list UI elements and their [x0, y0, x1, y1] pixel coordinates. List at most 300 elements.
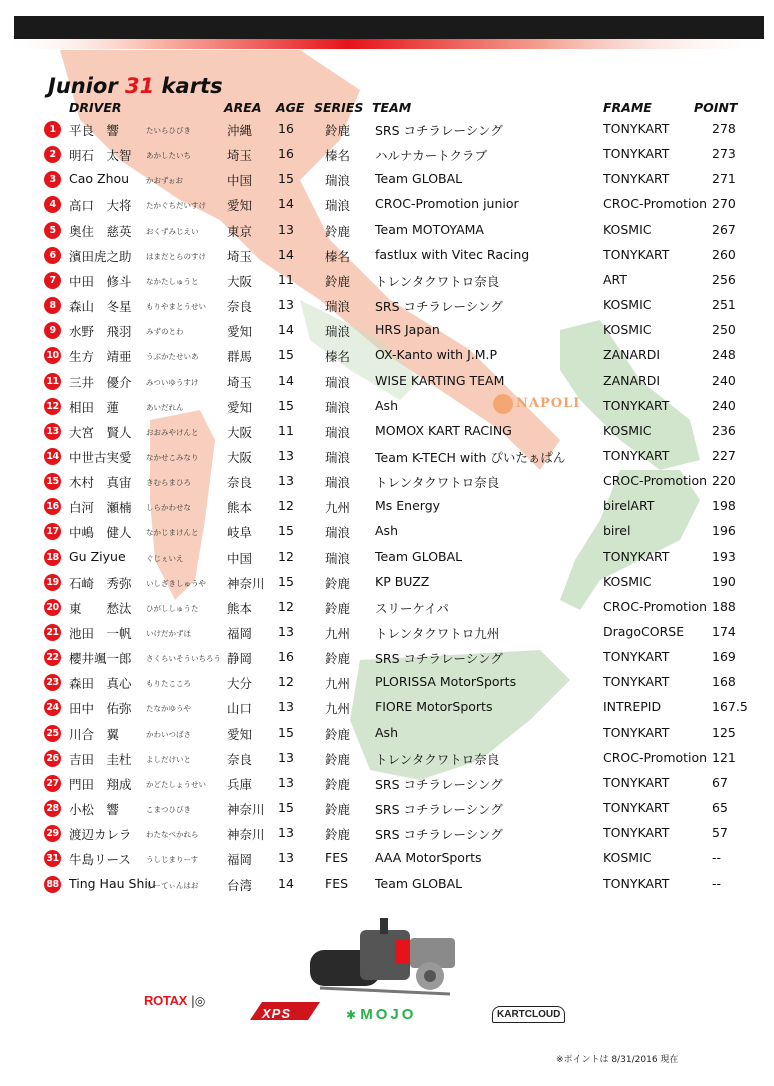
- driver-series: 瑞浪: [325, 449, 351, 465]
- driver-name: 森山 冬星: [69, 299, 132, 315]
- driver-kana: なかたしゅうと: [146, 276, 199, 286]
- driver-age: 16: [278, 121, 294, 136]
- driver-area: 愛知: [227, 726, 253, 742]
- rank-badge: 23: [44, 674, 61, 691]
- driver-series: 瑞浪: [325, 399, 351, 415]
- driver-point: 273: [712, 146, 736, 162]
- driver-age: 11: [278, 422, 294, 438]
- driver-age: 15: [278, 397, 294, 413]
- driver-name: 水野 飛羽: [69, 324, 132, 340]
- driver-team: トレンタクワトロ奈良: [375, 751, 500, 767]
- driver-point: 248: [712, 347, 736, 363]
- driver-area: 中国: [227, 550, 253, 566]
- driver-age: 13: [278, 774, 294, 790]
- driver-point: 260: [712, 246, 736, 262]
- driver-age: 14: [278, 196, 294, 212]
- driver-kana: かおずぉお: [146, 176, 184, 186]
- driver-frame: TONYKART: [603, 121, 670, 136]
- driver-team: fastlux with Vitec Racing: [375, 246, 530, 262]
- driver-point: 121: [712, 749, 736, 765]
- driver-age: 12: [278, 498, 294, 514]
- driver-frame: CROC-Promotion: [603, 749, 708, 765]
- driver-name: 中嶋 健人: [69, 525, 132, 541]
- driver-area: 岐阜: [227, 525, 253, 541]
- driver-name: 渡辺カレラ: [69, 827, 132, 843]
- driver-area: 熊本: [227, 600, 253, 616]
- table-row: [0, 821, 774, 846]
- rank-badge: 4: [44, 196, 61, 213]
- driver-kana: さくらいそういちろう: [146, 654, 221, 664]
- driver-area: 奈良: [227, 475, 253, 491]
- table-row: [0, 268, 774, 293]
- rank-badge: 7: [44, 272, 61, 289]
- driver-series: 鈴鹿: [325, 273, 351, 289]
- driver-frame: TONYKART: [603, 674, 670, 690]
- driver-name: 東 愁汰: [69, 600, 132, 616]
- driver-area: 大阪: [227, 273, 253, 289]
- driver-area: 大分: [227, 676, 253, 692]
- rank-badge: 16: [44, 498, 61, 515]
- driver-series: 九州: [325, 676, 351, 692]
- driver-kana: かわいつばさ: [146, 729, 191, 739]
- driver-point: --: [712, 850, 722, 866]
- driver-series: 瑞浪: [325, 424, 351, 440]
- rank-badge: 25: [44, 725, 61, 742]
- page-title: [48, 74, 223, 98]
- rank-badge: 18: [44, 549, 61, 566]
- driver-series: 九州: [325, 500, 351, 516]
- driver-name: 門田 翔成: [69, 776, 132, 792]
- driver-area: 神奈川: [227, 827, 265, 843]
- driver-area: 愛知: [227, 324, 253, 340]
- rank-badge: 26: [44, 750, 61, 767]
- driver-team: FIORE MotorSports: [375, 699, 493, 715]
- driver-point: 271: [712, 171, 736, 187]
- driver-frame: TONYKART: [603, 875, 670, 891]
- driver-kana: もりたこころ: [146, 679, 191, 689]
- driver-point: 174: [712, 624, 736, 639]
- driver-team: SRS コチラレーシング: [375, 299, 503, 315]
- driver-series: 鈴鹿: [325, 802, 351, 818]
- driver-name: 中田 修斗: [69, 273, 132, 289]
- driver-age: 12: [278, 548, 294, 564]
- xps-logo: XPS: [248, 1000, 277, 1019]
- driver-name: 濱田虎之助: [69, 248, 132, 264]
- driver-area: 群馬: [227, 349, 253, 365]
- driver-frame: CROC-Promotion: [603, 196, 708, 212]
- driver-area: 熊本: [227, 500, 253, 516]
- driver-name: 池田 一帆: [69, 626, 132, 641]
- table-row: [0, 243, 774, 268]
- driver-name: 石崎 秀弥: [69, 575, 132, 591]
- driver-frame: DragoCORSE: [603, 624, 685, 639]
- driver-point: 251: [712, 297, 736, 313]
- driver-frame: INTREPID: [603, 699, 662, 715]
- driver-kana: あいだれん: [146, 402, 184, 412]
- rank-badge: 22: [44, 649, 61, 666]
- driver-team: Team GLOBAL: [375, 875, 463, 891]
- driver-series: 瑞浪: [325, 198, 351, 214]
- rank-badge: 31: [44, 850, 61, 867]
- driver-kana: きむらまひろ: [146, 478, 191, 488]
- rank-badge: 19: [44, 574, 61, 591]
- driver-name: 高口 大将: [69, 198, 132, 214]
- driver-series: 瑞浪: [325, 324, 351, 340]
- driver-age: 13: [278, 699, 294, 715]
- driver-frame: TONYKART: [603, 447, 670, 463]
- table-row: [0, 343, 774, 368]
- table-row: [0, 218, 774, 243]
- driver-point: 270: [712, 196, 736, 212]
- table-row: [0, 846, 774, 871]
- table-row: [0, 670, 774, 695]
- driver-name: 櫻井颯一郎: [69, 651, 132, 667]
- driver-kana: いけだかずほ: [146, 629, 191, 638]
- driver-area: 大阪: [227, 449, 253, 465]
- driver-name: 大宮 賢人: [69, 424, 132, 440]
- driver-age: 12: [278, 674, 294, 690]
- driver-name: 吉田 圭杜: [69, 751, 132, 767]
- driver-name: 川合 翼: [69, 726, 120, 742]
- header-series: SERIES: [314, 100, 364, 115]
- driver-team: Ms Energy: [375, 498, 441, 514]
- driver-area: 愛知: [227, 198, 253, 214]
- rank-badge: 6: [44, 247, 61, 264]
- driver-team: KP BUZZ: [375, 573, 430, 589]
- table-row: [0, 494, 774, 519]
- driver-kana: みずのとわ: [146, 327, 184, 337]
- driver-point: 67: [712, 774, 728, 790]
- driver-team: Team MOTOYAMA: [375, 221, 484, 237]
- driver-kana: うぶかたせいあ: [146, 352, 199, 362]
- driver-age: 13: [278, 825, 294, 841]
- rank-badge: 2: [44, 146, 61, 163]
- rank-badge: 15: [44, 473, 61, 490]
- driver-team: ハルナカートクラブ: [375, 148, 488, 164]
- driver-team: SRS コチラレーシング: [375, 776, 503, 792]
- driver-series: 鈴鹿: [325, 575, 351, 591]
- table-row: [0, 469, 774, 494]
- table-row: [0, 645, 774, 670]
- driver-team: トレンタクワトロ九州: [375, 626, 500, 641]
- table-row: [0, 872, 774, 897]
- driver-name: 生方 靖亜: [69, 349, 132, 365]
- driver-series: 榛名: [325, 349, 351, 365]
- footnote: ※ポイントは 8/31/2016 現在: [556, 1055, 679, 1065]
- driver-frame: TONYKART: [603, 774, 670, 790]
- driver-age: 13: [278, 850, 294, 866]
- rank-badge: 5: [44, 222, 61, 239]
- driver-kana: かどたしょうせい: [146, 779, 206, 789]
- driver-frame: KOSMIC: [603, 221, 652, 237]
- table-row: [0, 293, 774, 318]
- driver-point: 65: [712, 800, 728, 816]
- table-row: [0, 519, 774, 544]
- driver-frame: TONYKART: [603, 146, 670, 162]
- driver-series: 九州: [325, 626, 351, 641]
- rank-badge: 27: [44, 775, 61, 792]
- driver-team: CROC-Promotion junior: [375, 196, 519, 212]
- rank-badge: 29: [44, 825, 61, 842]
- driver-series: 瑞浪: [325, 173, 351, 189]
- driver-series: 鈴鹿: [325, 223, 351, 239]
- driver-kana: おくずみじえい: [146, 226, 199, 236]
- driver-point: 193: [712, 548, 736, 564]
- driver-point: 267: [712, 221, 736, 237]
- table-row: [0, 746, 774, 771]
- driver-name: 白河 瀬楠: [69, 500, 132, 516]
- driver-frame: ART: [603, 271, 627, 287]
- driver-area: 埼玉: [227, 374, 253, 390]
- driver-area: 東京: [227, 223, 253, 239]
- driver-frame: KOSMIC: [603, 422, 652, 438]
- rank-badge: 88: [44, 876, 61, 893]
- table-row: [0, 318, 774, 343]
- driver-series: 鈴鹿: [325, 651, 351, 667]
- driver-point: 196: [712, 523, 736, 539]
- rank-badge: 28: [44, 800, 61, 817]
- header-driver: DRIVER: [69, 100, 122, 115]
- driver-kana: よしだけいと: [146, 754, 191, 764]
- driver-team: Ash: [375, 523, 398, 539]
- driver-team: Team GLOBAL: [375, 548, 463, 564]
- driver-point: 168: [712, 674, 736, 690]
- mojo-logo: ✱ MOJO: [346, 1006, 417, 1023]
- driver-series: 瑞浪: [325, 550, 351, 566]
- driver-area: 台湾: [227, 877, 253, 893]
- driver-series: 鈴鹿: [325, 751, 351, 767]
- table-row: [0, 595, 774, 620]
- table-row: [0, 695, 774, 720]
- driver-frame: TONYKART: [603, 171, 670, 187]
- driver-age: 14: [278, 246, 294, 262]
- driver-name: 平良 響: [69, 123, 120, 138]
- rank-badge: 21: [44, 624, 61, 641]
- driver-series: 鈴鹿: [325, 600, 351, 616]
- driver-point: 256: [712, 271, 736, 287]
- driver-name: Gu Ziyue: [69, 548, 126, 564]
- driver-point: 240: [712, 397, 736, 413]
- driver-name: 牛島リース: [69, 852, 131, 868]
- driver-kana: ひがししゅうた: [146, 603, 199, 613]
- driver-point: 220: [712, 473, 736, 489]
- header-age: AGE: [276, 100, 305, 115]
- driver-area: 中国: [227, 173, 253, 189]
- driver-team: トレンタクワトロ奈良: [375, 273, 500, 289]
- driver-team: Team GLOBAL: [375, 171, 463, 187]
- driver-age: 13: [278, 624, 294, 639]
- driver-frame: CROC-Promotion: [603, 598, 708, 614]
- driver-point: 240: [712, 372, 736, 388]
- driver-kana: しーてぃんはお: [146, 880, 199, 890]
- table-row: [0, 444, 774, 469]
- driver-team: SRS コチラレーシング: [375, 802, 503, 818]
- driver-frame: TONYKART: [603, 397, 670, 413]
- table-row: [0, 192, 774, 217]
- driver-age: 13: [278, 473, 294, 489]
- driver-frame: TONYKART: [603, 649, 670, 665]
- driver-team: AAA MotorSports: [375, 850, 482, 866]
- header-area: AREA: [224, 100, 262, 115]
- driver-name: 三井 優介: [69, 374, 132, 390]
- driver-series: 瑞浪: [325, 525, 351, 541]
- driver-team: Team K-TECH with ぴいたぁぱん: [375, 449, 566, 465]
- table-row: [0, 771, 774, 796]
- rank-badge: 1: [44, 121, 61, 138]
- driver-name: 奥住 慈英: [69, 223, 132, 239]
- driver-point: 125: [712, 724, 736, 740]
- driver-series: 榛名: [325, 148, 351, 164]
- table-row: [0, 620, 774, 645]
- driver-point: 169: [712, 649, 736, 665]
- driver-kana: うしじまりーす: [146, 855, 199, 865]
- driver-point: 236: [712, 422, 736, 438]
- driver-area: 静岡: [227, 651, 253, 667]
- driver-point: 57: [712, 825, 728, 841]
- table-row: [0, 142, 774, 167]
- kart-engine-image: [300, 910, 480, 1000]
- driver-frame: ZANARDI: [603, 347, 661, 363]
- driver-frame: CROC-Promotion: [603, 473, 708, 489]
- driver-area: 奈良: [227, 751, 253, 767]
- driver-kana: なかせこみなり: [146, 452, 199, 462]
- driver-age: 13: [278, 749, 294, 765]
- driver-series: 鈴鹿: [325, 726, 351, 742]
- table-row: [0, 167, 774, 192]
- driver-kana: おおみやけんと: [146, 427, 199, 437]
- driver-frame: ZANARDI: [603, 372, 661, 388]
- rank-badge: 9: [44, 322, 61, 339]
- rank-badge: 12: [44, 398, 61, 415]
- title-number: 31: [125, 74, 155, 98]
- driver-kana: たいらひびき: [146, 126, 191, 135]
- driver-team: HRS Japan: [375, 322, 440, 338]
- driver-frame: TONYKART: [603, 724, 670, 740]
- driver-area: 福岡: [227, 852, 253, 868]
- driver-kana: いしざきしゅうや: [146, 578, 206, 588]
- driver-age: 13: [278, 221, 294, 237]
- driver-kana: はまだとらのすけ: [146, 251, 206, 261]
- rank-badge: 10: [44, 347, 61, 364]
- driver-age: 11: [278, 271, 294, 287]
- driver-kana: なかじまけんと: [146, 528, 199, 538]
- driver-point: 188: [712, 598, 736, 614]
- driver-series: 瑞浪: [325, 299, 351, 315]
- driver-series: 鈴鹿: [325, 827, 351, 843]
- driver-frame: TONYKART: [603, 800, 670, 816]
- driver-point: --: [712, 875, 722, 891]
- driver-series: 榛名: [325, 248, 351, 264]
- driver-kana: もりやまとうせい: [146, 302, 206, 312]
- driver-frame: birel: [603, 523, 631, 539]
- driver-name: Cao Zhou: [69, 171, 130, 187]
- table-row: [0, 419, 774, 444]
- driver-team: トレンタクワトロ奈良: [375, 475, 500, 491]
- rank-badge: 24: [44, 699, 61, 716]
- title-suffix: karts: [154, 74, 223, 98]
- driver-kana: みついゆうすけ: [146, 377, 199, 387]
- driver-team: Ash: [375, 724, 398, 740]
- driver-team: PLORISSA MotorSports: [375, 674, 517, 690]
- driver-area: 神奈川: [227, 802, 265, 818]
- driver-age: 15: [278, 800, 294, 816]
- rank-badge: 20: [44, 599, 61, 616]
- driver-name: Ting Hau Shiu: [69, 875, 156, 891]
- driver-team: MOMOX KART RACING: [375, 422, 512, 438]
- title-prefix: Junior: [48, 74, 126, 98]
- driver-frame: KOSMIC: [603, 573, 652, 589]
- driver-series: FES: [325, 875, 349, 891]
- driver-name: 小松 響: [69, 802, 120, 818]
- rotax-logo: ROTAX |◎: [144, 993, 206, 1008]
- driver-frame: birelART: [603, 498, 655, 514]
- driver-kana: しらかわせな: [146, 503, 191, 513]
- driver-series: 瑞浪: [325, 475, 351, 491]
- driver-kana: わたなべかれら: [146, 830, 199, 840]
- driver-kana: こまつひびき: [146, 805, 191, 815]
- rank-badge: 8: [44, 297, 61, 314]
- driver-team: SRS コチラレーシング: [375, 827, 503, 843]
- driver-point: 198: [712, 498, 736, 514]
- driver-frame: TONYKART: [603, 548, 670, 564]
- kartcloud-logo: KARTCLOUD: [492, 1002, 565, 1021]
- table-row: [0, 721, 774, 746]
- table-row: [0, 796, 774, 821]
- driver-age: 12: [278, 598, 294, 614]
- driver-age: 15: [278, 171, 294, 187]
- driver-name: 中世古実愛: [69, 449, 132, 465]
- driver-series: 鈴鹿: [325, 776, 351, 792]
- driver-age: 13: [278, 297, 294, 313]
- rank-badge: 11: [44, 373, 61, 390]
- driver-series: 鈴鹿: [325, 123, 351, 138]
- driver-frame: KOSMIC: [603, 297, 652, 313]
- driver-name: 木村 真宙: [69, 475, 132, 491]
- driver-age: 15: [278, 724, 294, 740]
- driver-series: 九州: [325, 701, 351, 717]
- driver-team: スリーケイパ: [375, 600, 449, 616]
- table-row: [0, 117, 774, 142]
- driver-team: WISE KARTING TEAM: [375, 372, 505, 388]
- driver-kana: ぐじぇいえ: [146, 553, 184, 563]
- driver-age: 15: [278, 523, 294, 539]
- driver-team: SRS コチラレーシング: [375, 651, 503, 667]
- map-watermark: NAPOLI: [516, 396, 581, 411]
- driver-kana: たなかゆうや: [146, 704, 191, 714]
- rank-badge: 14: [44, 448, 61, 465]
- driver-series: FES: [325, 850, 349, 866]
- driver-point: 227: [712, 447, 736, 463]
- driver-team: OX-Kanto with J.M.P: [375, 347, 498, 363]
- rank-badge: 3: [44, 171, 61, 188]
- driver-age: 14: [278, 372, 294, 388]
- rank-badge: 17: [44, 523, 61, 540]
- driver-point: 278: [712, 121, 736, 136]
- driver-series: 瑞浪: [325, 374, 351, 390]
- table-row: [0, 545, 774, 570]
- driver-kana: たかぐちだいすけ: [146, 201, 206, 211]
- driver-point: 190: [712, 573, 736, 589]
- driver-frame: TONYKART: [603, 246, 670, 262]
- table-row: [0, 369, 774, 394]
- driver-name: 田中 佑弥: [69, 701, 132, 717]
- driver-point: 250: [712, 322, 736, 338]
- driver-frame: KOSMIC: [603, 850, 652, 866]
- driver-frame: TONYKART: [603, 825, 670, 841]
- driver-area: 埼玉: [227, 148, 253, 164]
- driver-area: 福岡: [227, 626, 253, 641]
- driver-age: 15: [278, 573, 294, 589]
